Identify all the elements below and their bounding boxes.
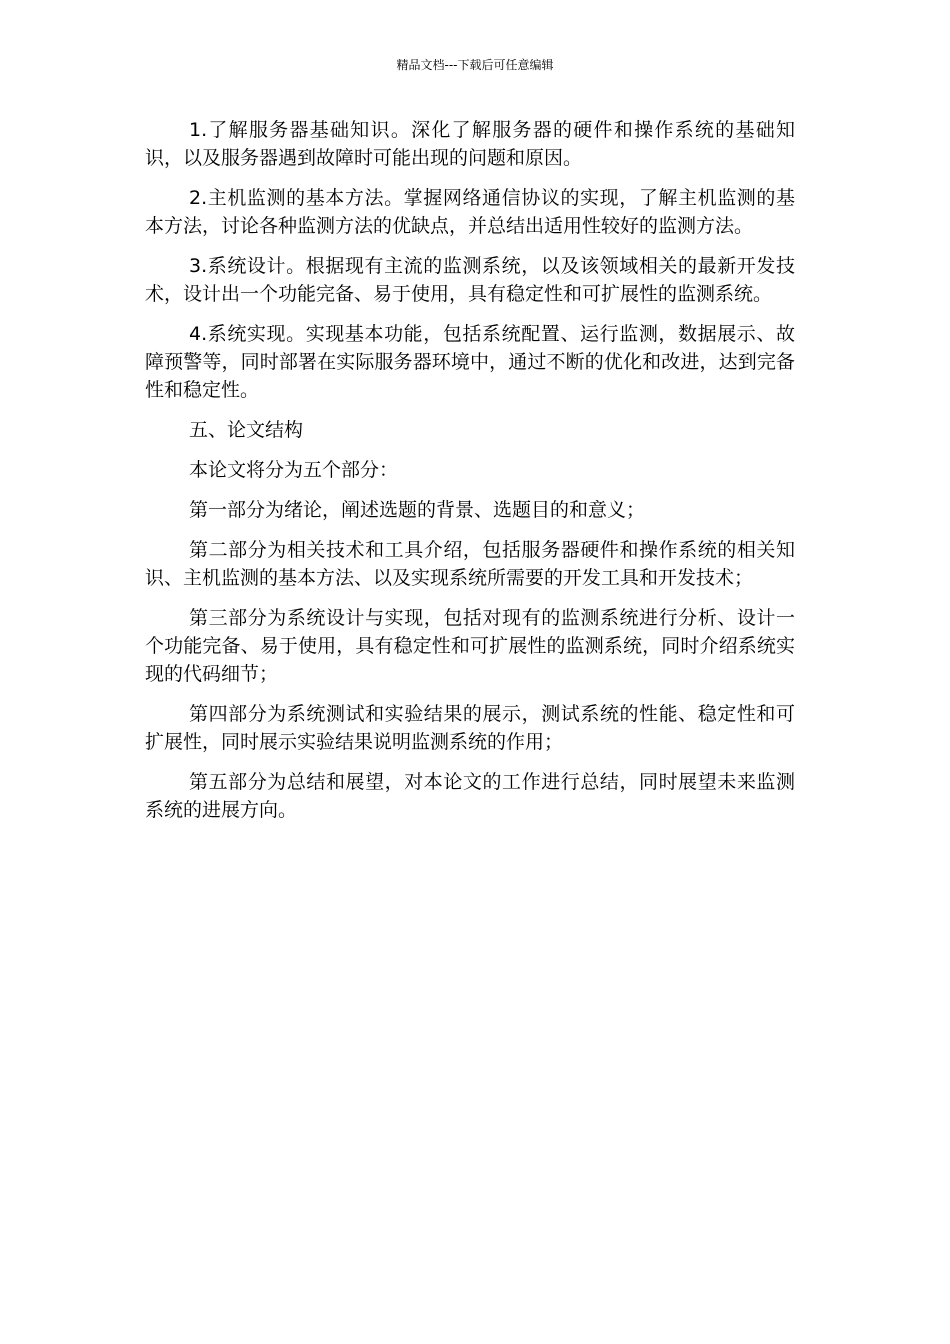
paragraph-structure-intro: 本论文将分为五个部分： [189, 459, 399, 481]
section-heading-structure: 五、论文结构 [189, 419, 304, 441]
paragraph-goal-2: 2.主机监测的基本方法。掌握网络通信协议的实现，了解主机监测的基本方法，讨论各种监测方法的优缺点，并总结出适用性较好的监测方法。 [145, 187, 795, 237]
paragraph-part-3: 第三部分为系统设计与实现，包括对现有的监测系统进行分析、设计一个功能完备、易于使用，具有稳定性和可扩展性的监测系统，同时介绍系统实现的代码细节； [145, 607, 795, 685]
paragraph-goal-4: 4.系统实现。实现基本功能，包括系统配置、运行监测，数据展示、故障预警等，同时部署在实际服务器环境中，通过不断的优化和改进，达到完备性和稳定性。 [145, 323, 795, 401]
paragraph-part-2: 第二部分为相关技术和工具介绍，包括服务器硬件和操作系统的相关知识、主机监测的基本方法、以及实现系统所需要的开发工具和开发技术； [145, 539, 795, 589]
paragraph-part-4: 第四部分为系统测试和实验结果的展示，测试系统的性能、稳定性和可扩展性，同时展示实验结果说明监测系统的作用； [145, 703, 795, 753]
document-body [145, 116, 795, 836]
page-header: 精品文档---下载后可任意编辑 [396, 58, 554, 72]
paragraph-part-1: 第一部分为绪论，阐述选题的背景、选题目的和意义； [189, 499, 646, 521]
paragraph-part-5: 第五部分为总结和展望，对本论文的工作进行总结，同时展望未来监测系统的进展方向。 [145, 771, 795, 821]
paragraph-goal-1: 1.了解服务器基础知识。深化了解服务器的硬件和操作系统的基础知识，以及服务器遇到故障时可能出现的问题和原因。 [145, 119, 795, 169]
paragraph-goal-3: 3.系统设计。根据现有主流的监测系统，以及该领域相关的最新开发技术，设计出一个功能完备、易于使用，具有稳定性和可扩展性的监测系统。 [145, 255, 795, 305]
